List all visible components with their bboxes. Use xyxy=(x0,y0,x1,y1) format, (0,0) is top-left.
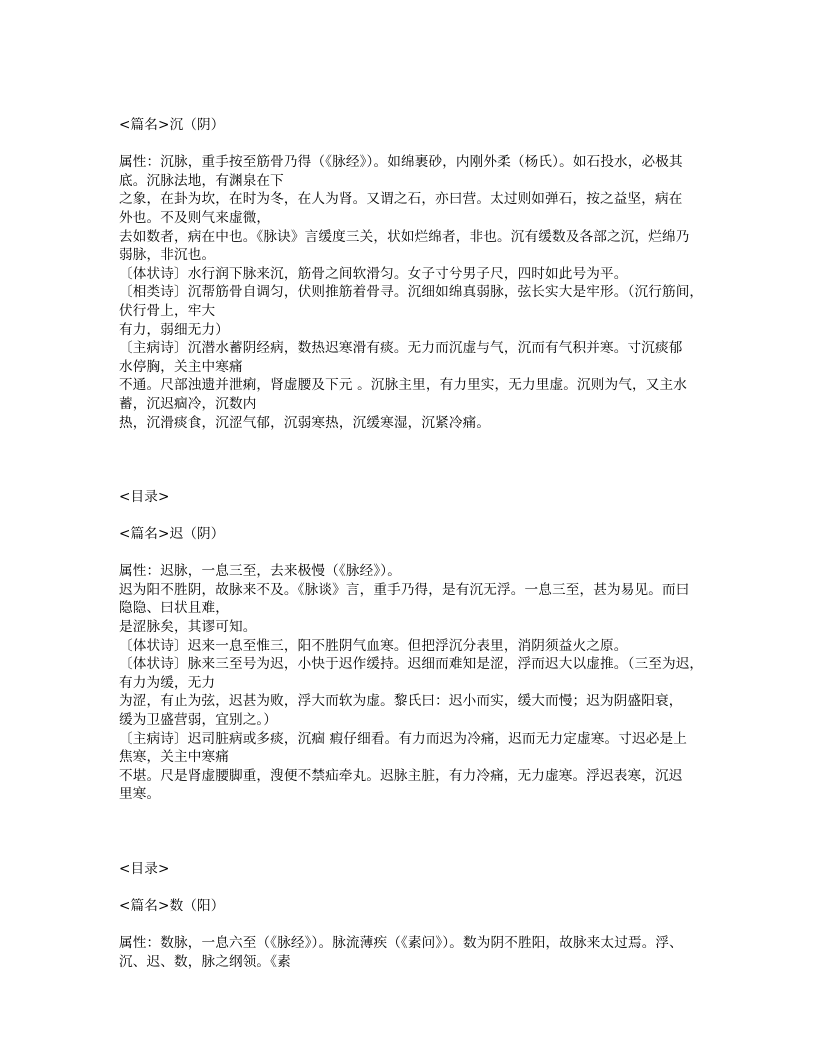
text-line: 之象，在卦为坎，在时为冬，在人为肾。又谓之石，亦曰营。太过则如弹石，按之益坚，病在 xyxy=(119,191,683,208)
text-line: 属性：迟脉，一息三至，去来极慢（《脉经》）。 xyxy=(119,563,401,580)
text-line: 〔体状诗〕迟来一息至惟三，阳不胜阴气血寒。但把浮沉分表里，消阴须益火之原。 xyxy=(119,637,628,654)
spacer xyxy=(119,804,699,860)
text-line: 伏行骨上，牢大 xyxy=(119,302,216,319)
text-line: 〔相类诗〕沉帮筋骨自调匀，伏则推筋着骨寻。沉细如绵真弱脉，弦长实大是牢形。（沉行筋间， xyxy=(119,284,704,301)
section-title: <篇名>数（阳） xyxy=(119,897,225,914)
text-line: 〔体状诗〕水行润下脉来沉，筋骨之间软滑匀。女子寸兮男子尺，四时如此号为平。 xyxy=(119,265,628,282)
spacer xyxy=(119,878,699,897)
text-line: 蓄，沉迟痼冷，沉数内 xyxy=(119,395,257,412)
text-line: 不通。尺部浊遗并泄痢，肾虚腰及下元 。沉脉主里，有力里实，无力里虚。沉则为气，又主水 xyxy=(119,377,687,394)
text-line: 水停胸，关主中寒痛 xyxy=(119,358,243,375)
section-chen xyxy=(119,116,704,432)
text-line: 属性：数脉，一息六至（《脉经》）。脉流薄疾（《素问》）。数为阴不胜阳，故脉来太过焉。浮、 xyxy=(119,935,683,952)
toc-link[interactable]: <目录> xyxy=(119,860,170,877)
text-line: 缓为卫盛营弱，宜别之。） xyxy=(119,712,278,729)
text-line: 迟为阳不胜阴，故脉来不及。《脉谈》言，重手乃得，是有沉无浮。一息三至，甚为易见。而曰 xyxy=(119,581,690,598)
section-title: <篇名>沉（阴） xyxy=(119,117,225,133)
toc-link[interactable]: <目录> xyxy=(119,488,170,505)
section-chi xyxy=(119,488,704,804)
document-page xyxy=(119,116,704,971)
spacer xyxy=(119,544,699,563)
text-line: 弱脉，非沉也。 xyxy=(119,247,216,264)
spacer xyxy=(119,432,699,488)
text-line: 去如数者，病在中也。《脉诀》言缓度三关，状如烂绵者，非也。沉有缓数及各部之沉，烂绵乃 xyxy=(119,228,690,245)
text-line: 属性：沉脉，重手按至筋骨乃得（《脉经》）。如绵裹砂，内刚外柔（杨氏）。如石投水，必极其 xyxy=(119,154,683,171)
text-line: 为涩，有止为弦，迟甚为败，浮大而软为虚。黎氏曰：迟小而实，缓大而慢；迟为阴盛阳衰， xyxy=(119,693,683,710)
section-shuo xyxy=(119,860,699,972)
text-line: 不堪。尺是肾虚腰脚重，溲便不禁疝牵丸。迟脉主脏，有力冷痛，无力虚寒。浮迟表寒，沉迟 xyxy=(119,767,683,784)
text-line: 〔主病诗〕迟司脏病或多痰，沉痼 瘕仔细看。有力而迟为冷痛，迟而无力定虚寒。寸迟必是上 xyxy=(119,730,687,747)
text-line: 〔体状诗〕脉来三至号为迟，小快于迟作缓持。迟细而难知是涩，浮而迟大以虚推。（三至为迟， xyxy=(119,656,704,673)
spacer xyxy=(119,135,699,154)
section-title: <篇名>迟（阴） xyxy=(119,526,225,543)
spacer xyxy=(119,916,699,935)
text-line: 底。沉脉法地，有渊泉在下 xyxy=(119,172,284,189)
text-line: 有力，弱细无力） xyxy=(119,321,229,338)
text-line: 有力为缓，无力 xyxy=(119,674,216,691)
spacer xyxy=(119,506,699,525)
text-line: 焦寒，关主中寒痛 xyxy=(119,749,229,766)
text-line: 沉、迟、数，脉之纲领。《素 xyxy=(119,953,291,970)
text-line: 隐隐、曰状且难， xyxy=(119,600,229,617)
text-line: 里寒。 xyxy=(119,786,161,803)
text-line: 外也。不及则气来虚微， xyxy=(119,209,271,226)
text-line: 是涩脉矣，其谬可知。 xyxy=(119,619,257,636)
text-line: 热，沉滑痰食，沉涩气郁，沉弱寒热，沉缓寒湿，沉紧冷痛。 xyxy=(119,414,491,431)
text-line: 〔主病诗〕沉潜水蓄阴经病，数热迟寒滑有痰。无力而沉虚与气，沉而有气积并寒。寸沉痰郁 xyxy=(119,340,683,357)
